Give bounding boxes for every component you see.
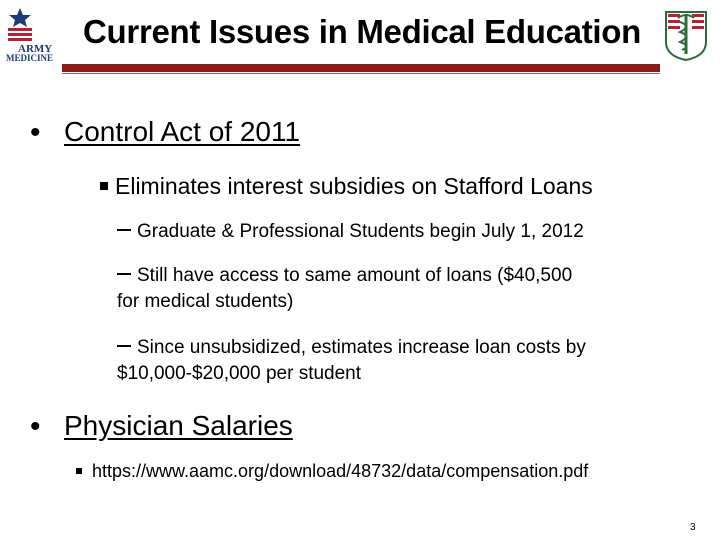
sub-bullet-stafford (100, 172, 593, 200)
sub-bullet-text: Eliminates interest subsidies on Stafford Loans (115, 173, 593, 199)
detail-loan-costs (117, 336, 586, 360)
dash-bullet-icon (117, 273, 131, 275)
title-divider-thin (62, 73, 660, 74)
detail-loan-access-cont: for medical students) (117, 291, 294, 312)
square-bullet-icon (76, 468, 82, 474)
dash-bullet-icon (117, 345, 131, 347)
detail-text: Since unsubsidized, estimates increase loan costs by (137, 337, 586, 358)
link-text[interactable]: https://www.aamc.org/download/48732/data/compensation.pdf (92, 461, 589, 481)
svg-text:MEDICINE: MEDICINE (6, 53, 54, 63)
slide-title: Current Issues in Medical Education (83, 13, 641, 50)
dash-bullet-icon (117, 229, 131, 231)
detail-loan-costs-cont: $10,000-$20,000 per student (117, 363, 362, 384)
detail-graduate-students (117, 220, 584, 244)
page-number: 3 (690, 522, 696, 533)
link-aamc-compensation[interactable] (76, 460, 588, 482)
bullet-dot-icon: • (30, 116, 41, 149)
detail-loan-access (117, 264, 572, 288)
detail-text: Graduate & Professional Students begin July 1, 2012 (137, 221, 584, 242)
title-divider (62, 64, 660, 72)
bullet-physician-salaries[interactable]: Physician Salaries (64, 410, 293, 441)
detail-text: Still have access to same amount of loans ($40,500 (137, 265, 573, 286)
svg-text:ARMY: ARMY (18, 43, 53, 55)
bullet-control-act: Control Act of 2011 (64, 116, 301, 147)
square-bullet-icon (100, 182, 108, 190)
bullet-dot-icon: • (30, 410, 41, 443)
